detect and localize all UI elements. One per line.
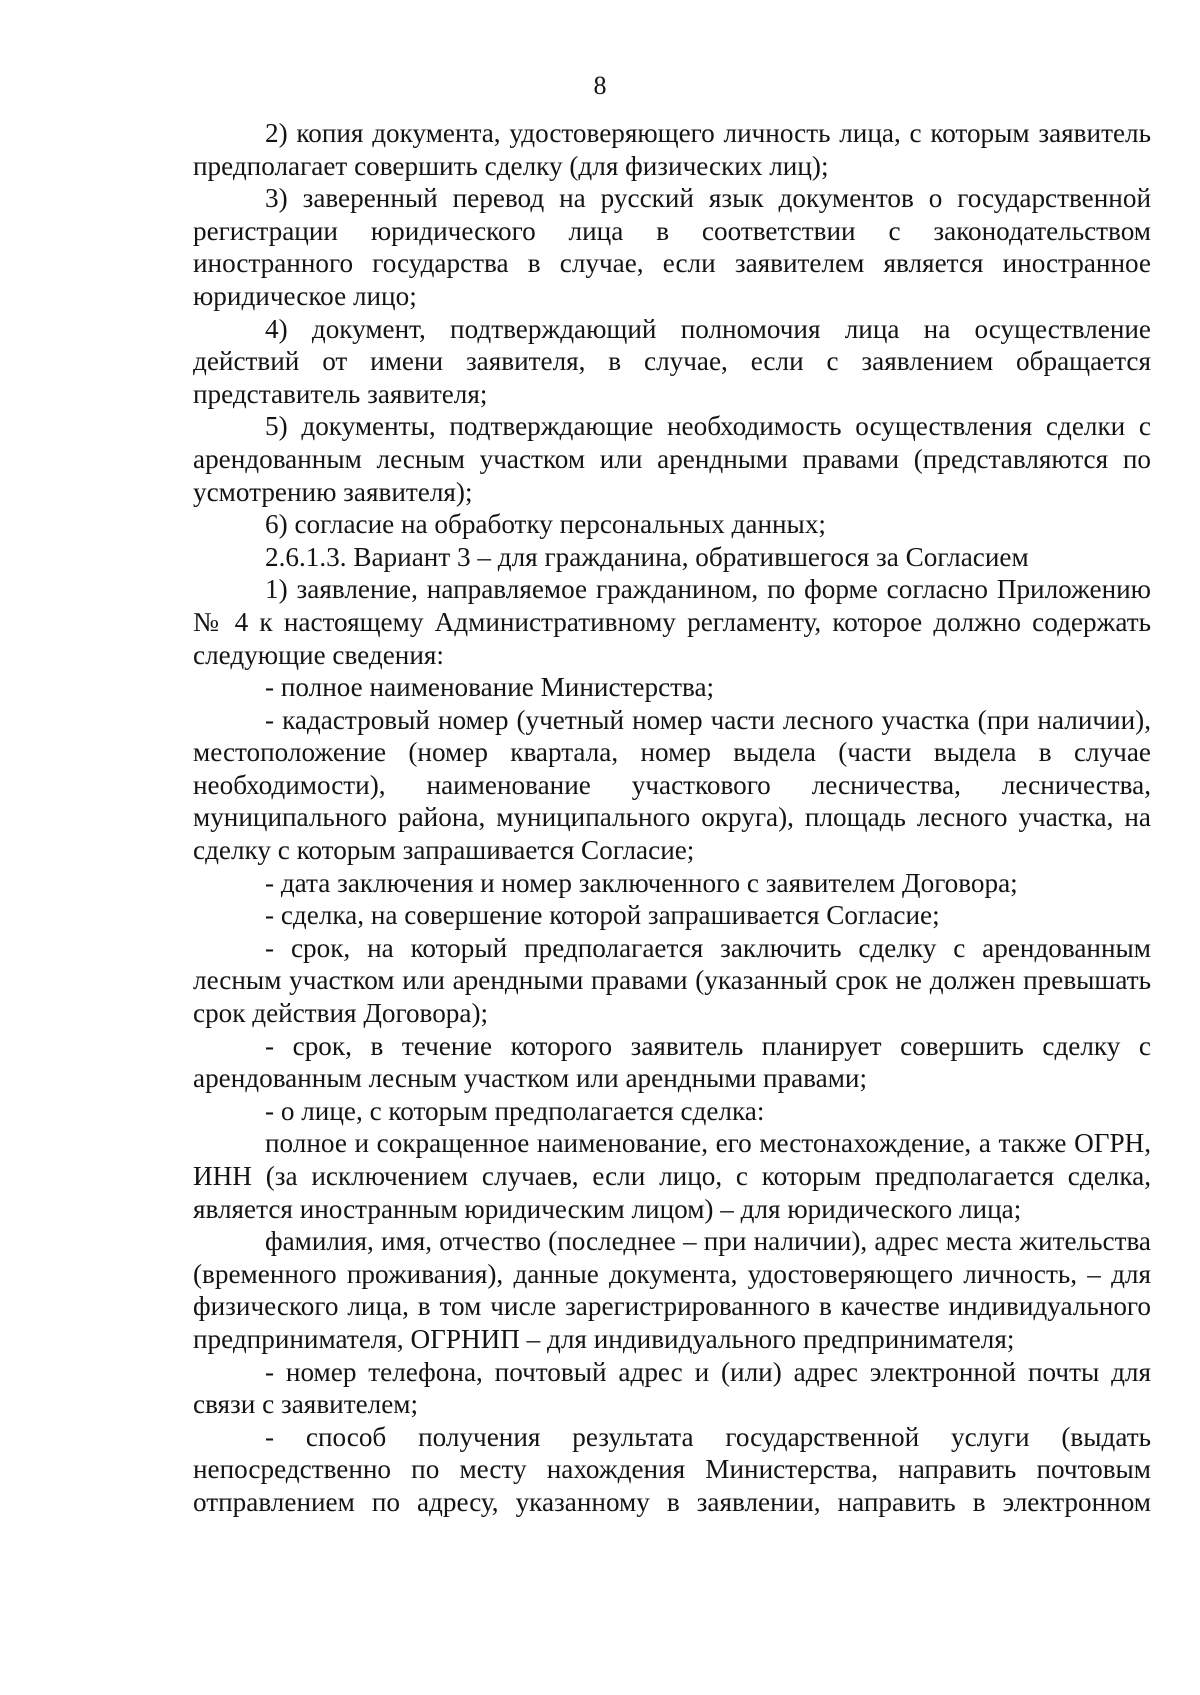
document-body: [193, 117, 1151, 1519]
list-item-counterparty: - о лице, с которым предполагается сделка:: [265, 1095, 765, 1126]
paragraph-legal-entity-details: полное и сокращенное наименование, его местонахождение, а также ОГРН, ИНН (за исключением случаев, если лицо, с которым предполагается сделка, является иностранным юридическим лицом) – для юридического лица;: [193, 1128, 1151, 1224]
paragraph-variant-3-heading: 2.6.1.3. Вариант 3 – для гражданина, обратившегося за Согласием: [265, 541, 1029, 572]
list-item-ministry-name: - полное наименование Министерства;: [265, 672, 715, 703]
list-item-contract-date: - дата заключения и номер заключенного с заявителем Договора;: [265, 867, 1018, 898]
list-item-contact-details: - номер телефона, почтовый адрес и (или) адрес электронной почты для связи с заявителем;: [193, 1356, 1151, 1420]
paragraph-necessity-documents: 5) документы, подтверждающие необходимость осуществления сделки с арендованным лесным участком или арендными правами (представляются по усмотрению заявителя);: [193, 411, 1151, 507]
list-item-cadastral-number: - кадастровый номер (учетный номер части лесного участка (при наличии), местоположение (номер квартала, номер выдела (части выдела в случае необходимости), наименование участкового лесничества, лесничества, муниципального района, муниципального округа), площадь лесного участка, на сделку с которым запрашивается Согласие;: [193, 704, 1151, 866]
paragraph-personal-data-consent: 6) согласие на обработку персональных данных;: [265, 509, 826, 540]
page-number: 8: [593, 71, 607, 100]
paragraph-copy-identity-document: 2) копия документа, удостоверяющего личность лица, с которым заявитель предполагает совершить сделку (для физических лиц);: [193, 118, 1151, 181]
paragraph-individual-details: фамилия, имя, отчество (последнее – при наличии), адрес места жительства (временного проживания), данные документа, удостоверяющего личность, – для физического лица, в том числе зарегистрированного в качестве индивидуального предпринимателя, ОГРНИП – для индивидуального предпринимателя;: [193, 1226, 1151, 1354]
paragraph-application-form: 1) заявление, направляемое гражданином, по форме согласно Приложению № 4 к настоящему Административному регламенту, которое должно содержать следующие сведения:: [193, 574, 1151, 670]
paragraph-certified-translation: 3) заверенный перевод на русский язык документов о государственной регистрации юридического лица в соответствии с законодательством иностранного государства в случае, если заявителем является иностранное юридическое лицо;: [193, 183, 1151, 311]
list-item-transaction: - сделка, на совершение которой запрашивается Согласие;: [265, 900, 940, 931]
list-item-result-delivery-method: - способ получения результата государственной услуги (выдать непосредственно по месту нахождения Министерства, направить почтовым отправлением по адресу, указанному в заявлении, направить в электронном: [193, 1421, 1151, 1517]
list-item-transaction-term: - срок, на который предполагается заключить сделку с арендованным лесным участком или арендными правами (указанный срок не должен превышать срок действия Договора);: [193, 932, 1151, 1029]
paragraph-authority-document: 4) документ, подтверждающий полномочия лица на осуществление действий от имени заявителя, в случае, если с заявлением обращается представитель заявителя;: [193, 313, 1151, 409]
list-item-planned-period: - срок, в течение которого заявитель планирует совершить сделку с арендованным лесным участком или арендными правами;: [193, 1030, 1151, 1094]
